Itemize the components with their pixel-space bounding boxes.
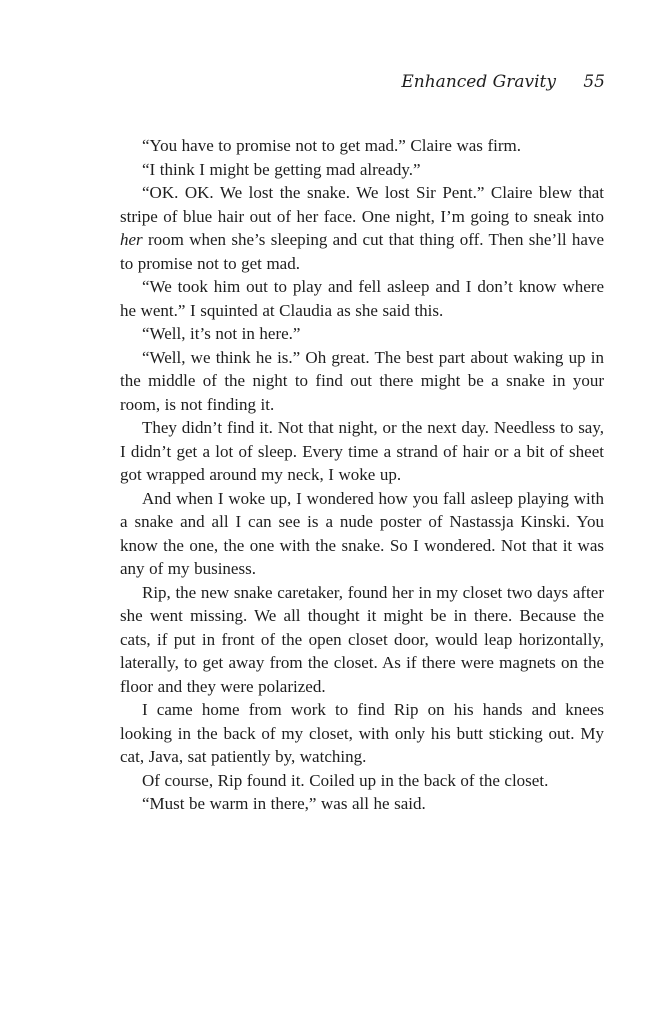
paragraph: Of course, Rip found it. Coiled up in the back of the closet. [142, 770, 549, 790]
paragraph [120, 181, 604, 275]
paragraph: “Well, it’s not in here.” [142, 324, 301, 343]
paragraph: I came home from work to find Rip on his hands and knees looking in the back of my closet, with only his butt sticking out. My cat, Java, sat patiently by, watching. [120, 700, 604, 766]
paragraph: They didn’t find it. Not that night, or the next day. Needless to say, I didn’t get a lot of sleep. Every time a strand of hair or a bit of sheet got wrapped around my neck, I woke up. [120, 418, 604, 484]
paragraph: Rip, the new snake caretaker, found her in my closet two days after she went missing. We all thought it might be in there. Because the cats, if put in front of the open closet door, would leap horizontally, laterally, to get away from the closet. As if there were magnets on the floor and they were polarized. [120, 582, 604, 696]
paragraph: “We took him out to play and fell asleep and I don’t know where he went.” I squinted at Claudia as she said this. [120, 277, 604, 320]
page-number: 55 [583, 72, 605, 92]
paragraph-text: “OK. OK. We lost the snake. We lost Sir Pent.” Claire blew that stripe of blue hair out of her face. One night, I’m going to sneak into [120, 183, 604, 226]
paragraph: “Well, we think he is.” Oh great. The best part about waking up in the middle of the night to find out there might be a snake in your room, is not finding it. [120, 347, 604, 414]
paragraph: And when I woke up, I wondered how you fall asleep playing with a snake and all I can see is a nude poster of Nastassja Kinski. You know the one, the one with the snake. So I wondered. Not that it was any of my business. [120, 488, 604, 578]
paragraph: “You have to promise not to get mad.” Claire was firm. [142, 136, 521, 155]
paragraph: “Must be warm in there,” was all he said. [142, 794, 426, 813]
paragraph-text: room when she’s sleeping and cut that thing off. Then she’ll have to promise not to get mad. [120, 230, 604, 273]
emphasized-word: her [120, 230, 143, 249]
running-head-title: Enhanced Gravity [401, 72, 556, 92]
running-head [401, 72, 605, 92]
body-text [120, 134, 604, 816]
paragraph: “I think I might be getting mad already.” [142, 159, 421, 179]
